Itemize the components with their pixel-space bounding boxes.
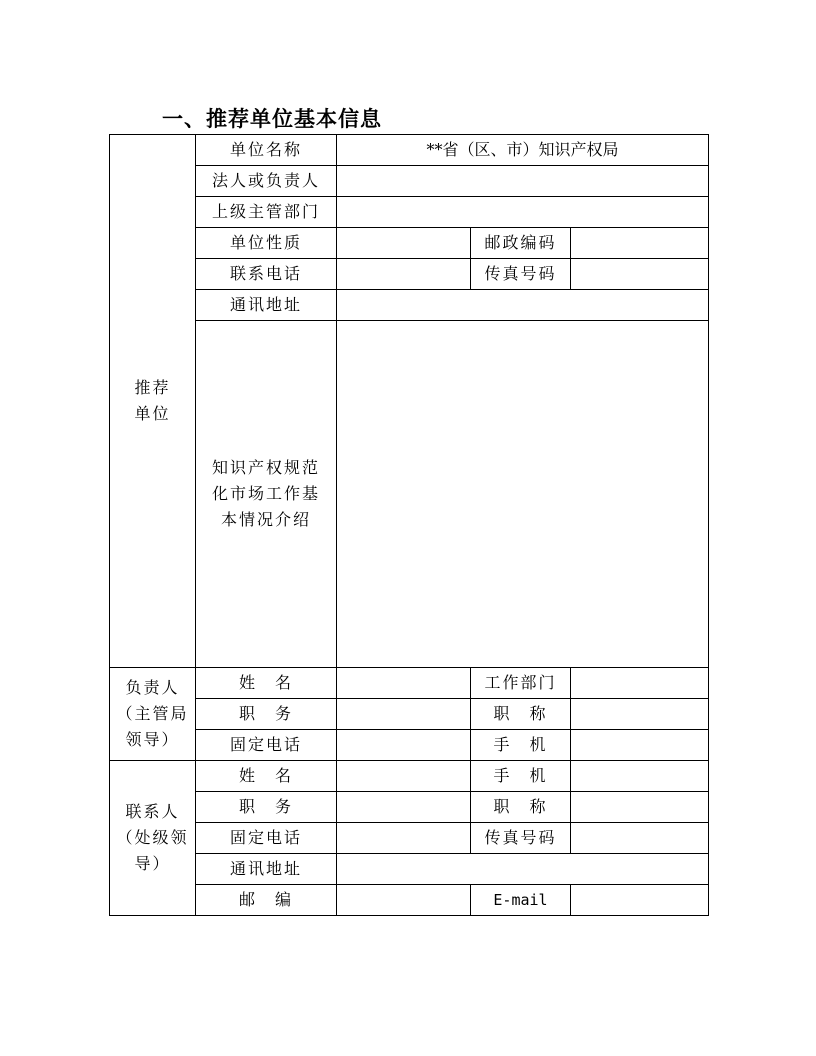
unit-nature-field[interactable] xyxy=(337,228,471,259)
contact-fax-label: 传真号码 xyxy=(471,823,571,854)
unit-name-label: 单位名称 xyxy=(196,135,337,166)
leader-landline-field[interactable] xyxy=(337,730,471,761)
contact-group-cell xyxy=(110,761,196,916)
contact-landline-label: 固定电话 xyxy=(196,823,337,854)
unit-phone-row xyxy=(110,259,709,290)
unit-postcode-label: 邮政编码 xyxy=(471,228,571,259)
leader-landline-label: 固定电话 xyxy=(196,730,337,761)
leader-dept-field[interactable] xyxy=(571,668,709,699)
unit-postcode-field[interactable] xyxy=(571,228,709,259)
superior-dept-field[interactable] xyxy=(337,197,709,228)
leader-phone-row xyxy=(110,730,709,761)
leader-position-field[interactable] xyxy=(337,699,471,730)
unit-nature-label: 单位性质 xyxy=(196,228,337,259)
unit-address-label: 通讯地址 xyxy=(196,290,337,321)
leader-name-field[interactable] xyxy=(337,668,471,699)
contact-phone-row xyxy=(110,823,709,854)
legal-person-row xyxy=(110,166,709,197)
contact-address-label: 通讯地址 xyxy=(196,854,337,885)
contact-title-field[interactable] xyxy=(571,792,709,823)
leader-name-row xyxy=(110,668,709,699)
contact-position-label: 职 务 xyxy=(196,792,337,823)
leader-title-label: 职 称 xyxy=(471,699,571,730)
contact-name-row xyxy=(110,761,709,792)
unit-intro-label-cell xyxy=(196,321,337,668)
leader-group-cell xyxy=(110,668,196,761)
contact-position-row xyxy=(110,792,709,823)
contact-name-label: 姓 名 xyxy=(196,761,337,792)
contact-address-row xyxy=(110,854,709,885)
unit-fax-label: 传真号码 xyxy=(471,259,571,290)
leader-title-field[interactable] xyxy=(571,699,709,730)
contact-email-label: E-mail xyxy=(471,885,571,916)
contact-postcode-row xyxy=(110,885,709,916)
leader-position-row xyxy=(110,699,709,730)
contact-address-field[interactable] xyxy=(337,854,709,885)
contact-group-label: 联系人（处级领导） xyxy=(116,802,189,873)
contact-name-field[interactable] xyxy=(337,761,471,792)
unit-intro-label: 知识产权规范化市场工作基本情况介绍 xyxy=(211,458,320,529)
unit-group-cell xyxy=(110,135,196,668)
leader-name-label: 姓 名 xyxy=(196,668,337,699)
leader-group-label: 负责人（主管局领导） xyxy=(116,678,189,749)
leader-position-label: 职 务 xyxy=(196,699,337,730)
page-title: 一、推荐单位基本信息 xyxy=(162,107,382,131)
superior-dept-label: 上级主管部门 xyxy=(196,197,337,228)
contact-postcode-field[interactable] xyxy=(337,885,471,916)
superior-dept-row xyxy=(110,197,709,228)
contact-email-field[interactable] xyxy=(571,885,709,916)
unit-group-label: 推荐单位 xyxy=(134,378,171,423)
unit-address-field[interactable] xyxy=(337,290,709,321)
unit-address-row xyxy=(110,290,709,321)
legal-person-label: 法人或负责人 xyxy=(196,166,337,197)
contact-mobile-label: 手 机 xyxy=(471,761,571,792)
unit-intro-field[interactable] xyxy=(337,321,709,668)
unit-name-row xyxy=(110,135,709,166)
unit-phone-field[interactable] xyxy=(337,259,471,290)
contact-title-label: 职 称 xyxy=(471,792,571,823)
unit-name-field[interactable]: **省（区、市）知识产权局 xyxy=(337,135,709,166)
unit-fax-field[interactable] xyxy=(571,259,709,290)
leader-mobile-field[interactable] xyxy=(571,730,709,761)
unit-intro-row xyxy=(110,321,709,668)
recommending-unit-form xyxy=(109,134,709,916)
contact-position-field[interactable] xyxy=(337,792,471,823)
unit-phone-label: 联系电话 xyxy=(196,259,337,290)
leader-dept-label: 工作部门 xyxy=(471,668,571,699)
legal-person-field[interactable] xyxy=(337,166,709,197)
unit-nature-row xyxy=(110,228,709,259)
contact-landline-field[interactable] xyxy=(337,823,471,854)
leader-mobile-label: 手 机 xyxy=(471,730,571,761)
contact-fax-field[interactable] xyxy=(571,823,709,854)
contact-postcode-label: 邮 编 xyxy=(196,885,337,916)
contact-mobile-field[interactable] xyxy=(571,761,709,792)
